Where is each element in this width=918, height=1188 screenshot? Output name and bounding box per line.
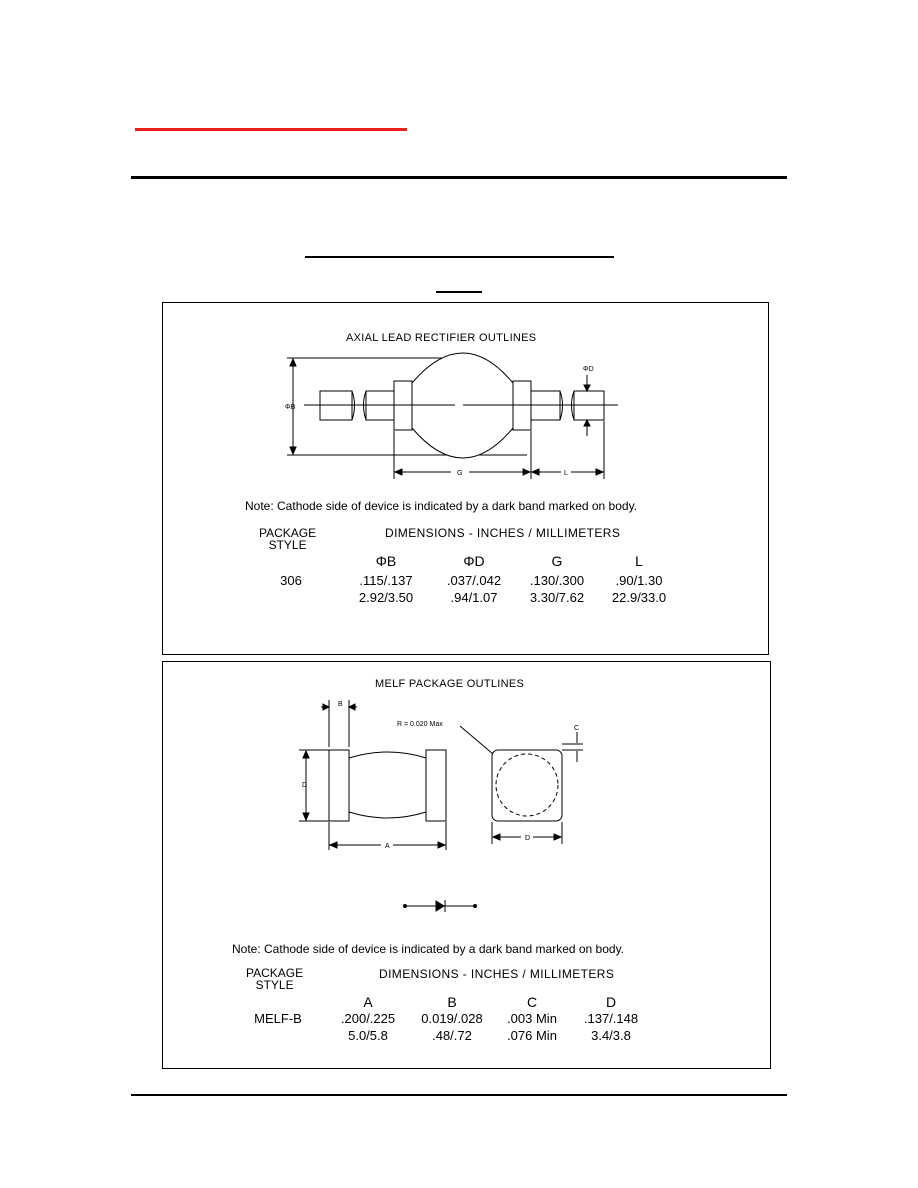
axial-phiD-mm: .94/1.07 bbox=[450, 590, 498, 605]
axial-note: Note: Cathode side of device is indicated by a dark band marked on body. bbox=[245, 499, 638, 513]
axial-package-header: PACKAGE STYLE bbox=[259, 526, 317, 552]
melf-radius-label: R = 0.020 Max bbox=[397, 721, 443, 728]
melf-B-inches: 0.019/.028 bbox=[421, 1011, 483, 1026]
axial-G-label: G bbox=[457, 470, 463, 477]
footer-rule bbox=[131, 1094, 787, 1096]
axial-dimensions-header: DIMENSIONS - INCHES / MILLIMETERS bbox=[385, 526, 621, 540]
melf-A-label: A bbox=[385, 843, 390, 850]
axial-G-inches: .130/.300 bbox=[529, 573, 585, 588]
axial-col-L: L bbox=[635, 553, 643, 569]
melf-C-mm: .076 Min bbox=[507, 1028, 557, 1043]
axial-col-G: G bbox=[551, 553, 563, 569]
axial-L-inches: .90/1.30 bbox=[615, 573, 663, 588]
melf-package-value: MELF-B bbox=[254, 1011, 302, 1026]
axial-col-phiB: ΦB bbox=[375, 553, 397, 569]
melf-C-label: C bbox=[574, 725, 580, 732]
melf-col-A: A bbox=[363, 994, 373, 1010]
axial-L-label: L bbox=[564, 470, 568, 477]
melf-D-inches: .137/.148 bbox=[583, 1011, 639, 1026]
melf-D-side-label: D bbox=[302, 782, 308, 789]
melf-col-C: C bbox=[526, 994, 538, 1010]
melf-panel bbox=[162, 661, 771, 1069]
melf-col-B: B bbox=[447, 994, 457, 1010]
axial-G-mm: 3.30/7.62 bbox=[529, 590, 585, 605]
header-rule bbox=[131, 176, 787, 179]
axial-L-mm: 22.9/33.0 bbox=[611, 590, 667, 605]
axial-phiD-inches: .037/.042 bbox=[446, 573, 502, 588]
red-header-rule bbox=[135, 128, 407, 131]
section-title-underline bbox=[305, 256, 614, 258]
melf-note: Note: Cathode side of device is indicated by a dark band marked on body. bbox=[232, 942, 625, 956]
melf-A-mm: 5.0/5.8 bbox=[348, 1028, 388, 1043]
axial-col-phiD: ΦD bbox=[463, 553, 485, 569]
melf-B-label: B bbox=[338, 701, 343, 708]
subsection-title-underline bbox=[436, 291, 482, 293]
axial-phiD-label: ΦD bbox=[583, 366, 594, 373]
melf-C-inches: .003 Min bbox=[507, 1011, 557, 1026]
melf-package-header: PACKAGE STYLE bbox=[246, 966, 304, 992]
axial-lead-panel bbox=[162, 302, 769, 655]
melf-D-bottom-label: D bbox=[525, 835, 531, 842]
melf-A-inches: .200/.225 bbox=[340, 1011, 396, 1026]
melf-D-mm: 3.4/3.8 bbox=[591, 1028, 631, 1043]
axial-phiB-inches: .115/.137 bbox=[359, 573, 413, 588]
melf-B-mm: .48/.72 bbox=[432, 1028, 472, 1043]
melf-title: MELF PACKAGE OUTLINES bbox=[375, 678, 525, 690]
axial-phiB-label: ΦB bbox=[285, 404, 296, 411]
axial-title: AXIAL LEAD RECTIFIER OUTLINES bbox=[346, 332, 537, 344]
melf-dimensions-header: DIMENSIONS - INCHES / MILLIMETERS bbox=[379, 967, 615, 981]
axial-package-value: 306 bbox=[280, 573, 302, 588]
melf-col-D: D bbox=[605, 994, 617, 1010]
axial-phiB-mm: 2.92/3.50 bbox=[358, 590, 414, 605]
